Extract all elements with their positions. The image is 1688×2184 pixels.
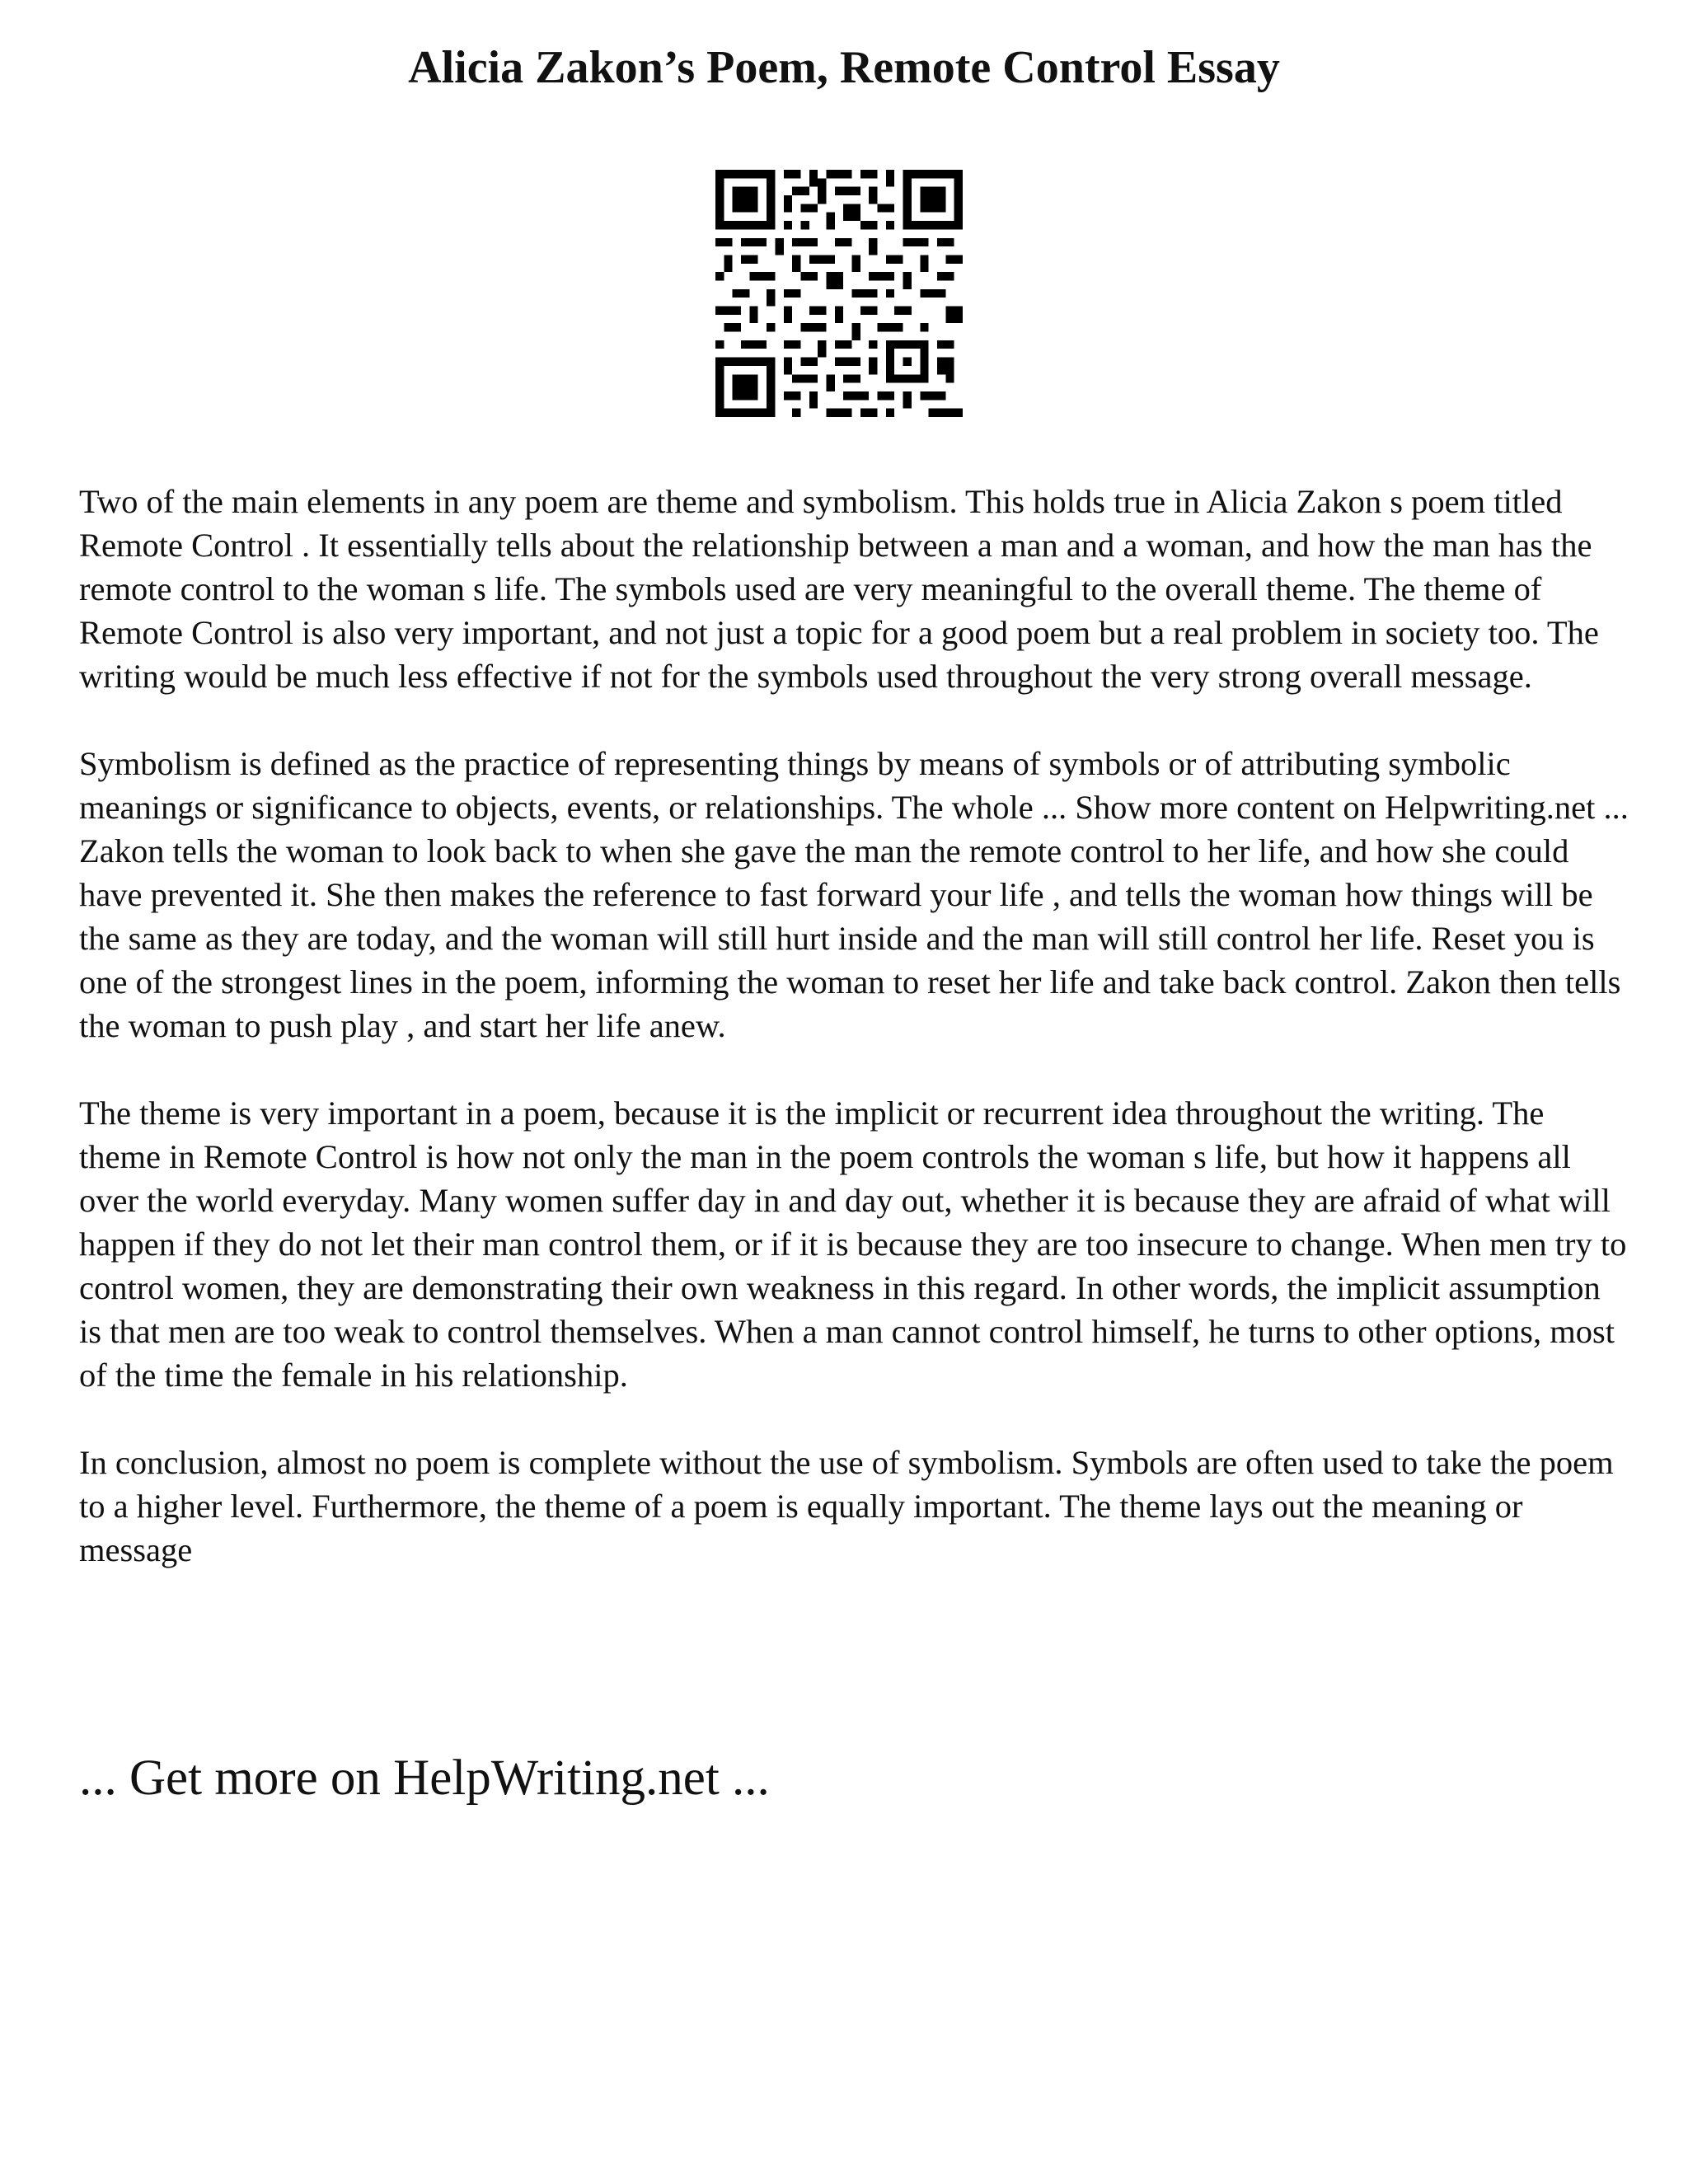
paragraph-1: Two of the main elements in any poem are theme and symbolism. This holds true in Alicia Zakon s poem titled Remote Control . It essentially tells about the relationship between a man and a woman, and how the man has the remote control to the woman s life. The symbols used are very meaningful to the overall theme. The theme of Remote Control is also very important, and not just a topic for a good poem but a real problem in society too. The writing would be much less effective if not for the symbols used throughout the very strong overall message. [79,483,1599,695]
paragraph-2: Symbolism is defined as the practice of representing things by means of symbols or of attributing symbolic meanings or significance to objects, events, or relationships. The whole ... Show more content on Helpwriting.net ... [79,745,1629,826]
paragraph-3: Zakon tells the woman to look back to when she gave the man the remote control to her life, and how she could have prevented it. She then makes the reference to fast forward your life , and tells the woman how things will be the same as they are today, and the woman will still hurt inside and the man will still control her life. Reset you is one of the strongest lines in the poem, informing the woman to reset her life and take back control. Zakon then tells the woman to push play , and start her life anew. [79,832,1621,1044]
paragraph-4: The theme is very important in a poem, because it is the implicit or recurrent idea throughout the writing. The theme in Remote Control is how not only the man in the poem controls the woman s life, but how it happens all over the world everyday. Many women suffer day in and day out, whether it is because they are afraid of what will happen if they do not let their man control them, or if it is because they are too insecure to change. When men try to control women, they are demonstrating their own weakness in this regard. In other words, the implicit assumption is that men are too weak to control themselves. When a man cannot control himself, he turns to other options, most of the time the female in his relationship. [79,1094,1627,1394]
document-title: Alicia Zakon’s Poem, Remote Control Essay [408,42,1280,93]
qr-code-icon[interactable] [715,170,963,417]
essay-body [79,480,1629,1572]
paragraph-5: In conclusion, almost no poem is complete without the use of symbolism. Symbols are often used to take the poem to a higher level. Furthermore, the theme of a poem is equally important. The theme lays out the meaning or message [79,1444,1614,1568]
get-more-link[interactable]: ... Get more on HelpWriting.net ... [79,1750,770,1806]
